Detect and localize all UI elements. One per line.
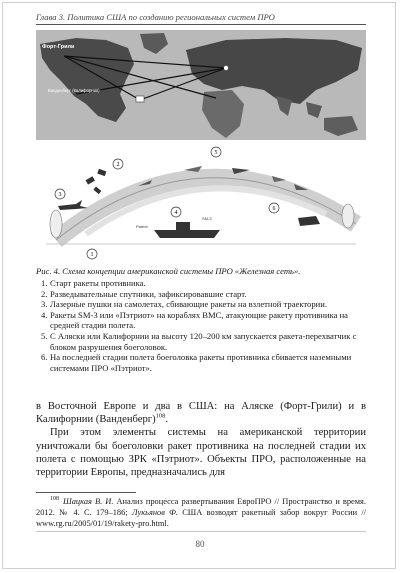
callout-label-6: 6 — [272, 206, 276, 212]
footnote-text-2: США возводят ракетный забор вокруг России // www.rg.ru/2005/01/19/rakety-pro.html. — [36, 508, 366, 528]
ship-superstructure — [176, 222, 190, 230]
footnote-text-1: Анализ процесса развертывания ЕвроПРО // Пространство и время. 2012. № 4. С. 179–186; — [36, 497, 366, 517]
legend-item-number: 5. — [41, 330, 48, 341]
label-fort-greely: Форт-Грили — [42, 44, 75, 50]
laser-aircraft-icon — [58, 200, 88, 210]
world-map-svg — [36, 30, 366, 140]
legend-item — [36, 289, 366, 300]
callout-label-4: 4 — [174, 210, 178, 216]
footnote-number: 108 — [50, 496, 59, 503]
footnote — [36, 496, 366, 529]
body-paragraph-1 — [36, 400, 366, 426]
atlantic-site-marker — [136, 96, 144, 102]
body-paragraph-1-end: . — [165, 414, 169, 426]
legend-item — [36, 352, 366, 373]
legend-item-text: Разведывательные спутники, зафиксировавшие старт. — [50, 288, 247, 299]
legend-item — [36, 299, 366, 310]
folio-rule — [36, 531, 366, 532]
legend-item-text: С Аляски или Калифорнии на высоту 120–200 км запускается ракета-перехватчик с блоком разрушения боеголовок. — [50, 330, 357, 352]
label-vandenberg: Ванденберг (Калифорния) — [48, 88, 100, 93]
body-text — [36, 400, 366, 479]
callout-label-1: 1 — [90, 252, 94, 258]
figure-legend — [36, 278, 366, 373]
body-paragraph-2: При этом элементы системы на американской территории уничтожали бы боеголовки ракет противника на последней стадии их полета с помощью ЗРК «Пэтриот». Объекты ПРО, расположенные на территории Европы, предназначались для — [36, 427, 366, 479]
running-head: Глава 3. Политика США по созданию региональных систем ПРО — [36, 12, 366, 25]
legend-item-text: Ракеты SM-3 или «Пэтриот» на кораблях ВМС, атакующие ракету противника на средней стадии полета. — [50, 309, 348, 331]
legend-item-number: 3. — [41, 299, 48, 310]
callout-label-3: 3 — [58, 192, 62, 198]
callout-label-2: 2 — [116, 162, 120, 168]
legend-item — [36, 278, 366, 289]
legend-item — [36, 310, 366, 331]
target-site-ellipse — [342, 204, 354, 228]
legend-item-number: 1. — [41, 278, 48, 288]
legend-item-text: На последней стадии полета боеголовка ракеты противника сбивается наземными системами ПРО «Пэтриот». — [50, 352, 352, 373]
satellites-icon — [86, 169, 107, 194]
footnote-reference[interactable]: 108 — [155, 412, 166, 420]
legend-item-number: 2. — [41, 288, 48, 299]
footnote-author-1: Шацкая В. И. — [63, 497, 114, 506]
callout-label-5: 5 — [214, 150, 218, 156]
footnote-rule — [36, 492, 136, 493]
concept-diagram-svg — [36, 144, 366, 262]
concept-diagram-figure — [36, 144, 366, 262]
figure-caption: Рис. 4. Схема концепции американской системы ПРО «Железная сеть». — [36, 266, 301, 276]
world-map-figure — [36, 30, 366, 140]
legend-item-text: Старт ракеты противника. — [50, 278, 146, 288]
numbered-callouts — [55, 147, 279, 259]
legend-item-text: Лазерные пушки на самолетах, сбивающие ракеты на взлетной траектории. — [50, 299, 327, 310]
page-number: 80 — [195, 539, 205, 549]
legend-item — [36, 331, 366, 352]
patriot-launcher-icon — [298, 216, 320, 226]
ship-label-patriot: Patriot — [136, 224, 148, 229]
legend-item-number: 4. — [41, 309, 48, 320]
footnote-author-2: Лукьянов Ф. — [131, 508, 178, 517]
navy-ship-icon — [154, 230, 220, 238]
legend-item-number: 6. — [41, 352, 48, 363]
launch-site-ellipse — [50, 210, 62, 238]
europe-site-marker — [224, 66, 228, 70]
body-paragraph-1-text: в Восточной Европе и два в США: на Аляске (Форт-Грили) и в Калифорнии (Ванденберг) — [36, 401, 366, 426]
ship-label-sm3: SM-3 — [202, 216, 212, 221]
